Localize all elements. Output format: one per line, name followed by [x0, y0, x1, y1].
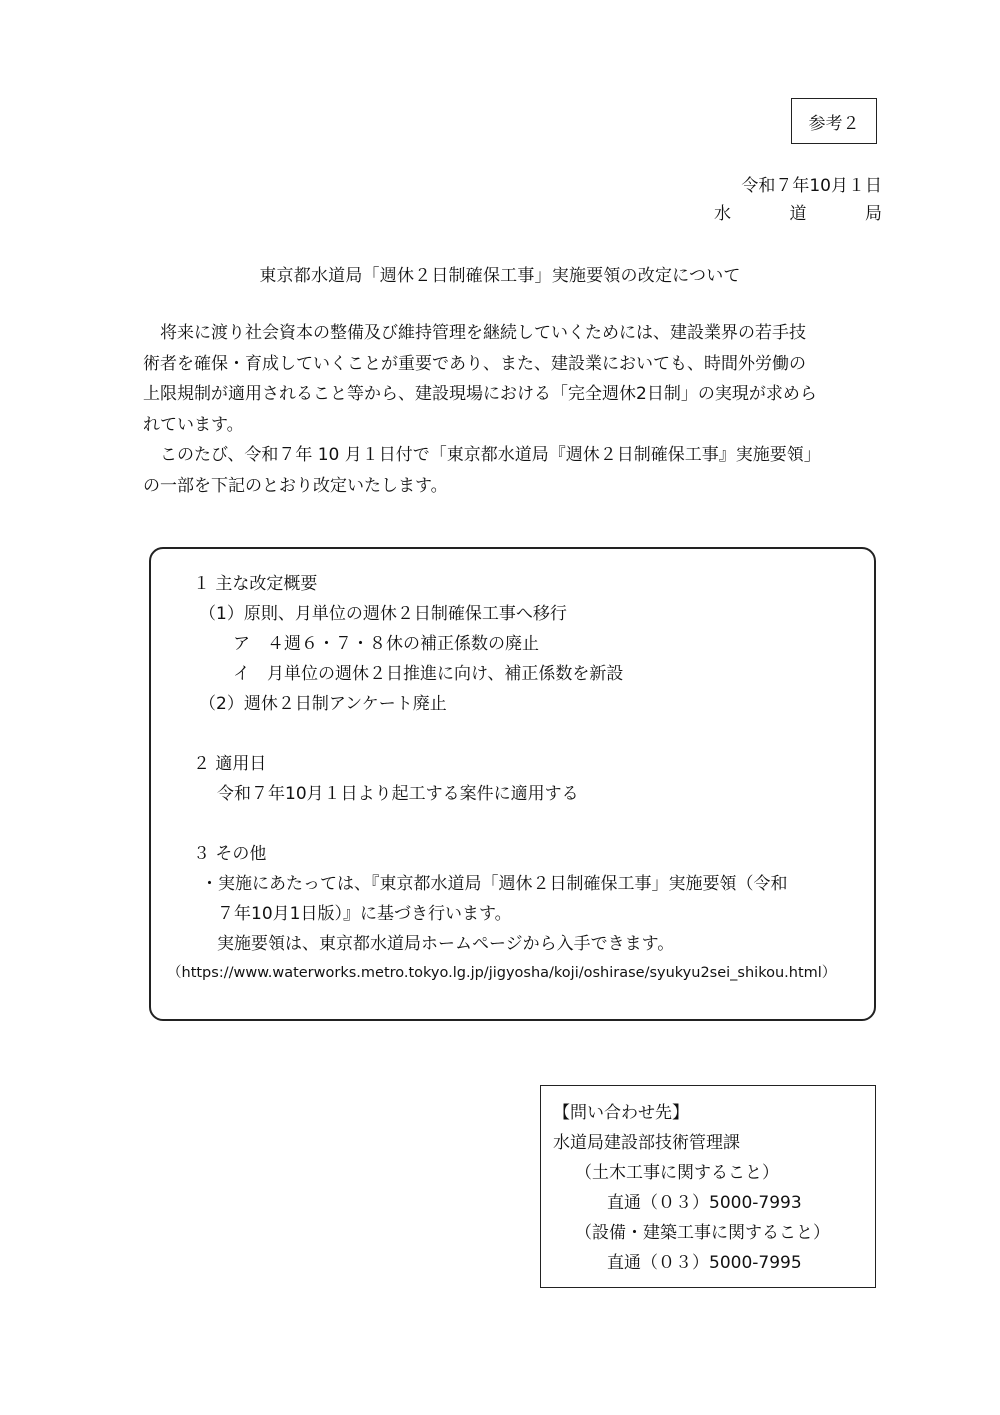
- section-heading: １ 主な改定概要: [193, 574, 318, 594]
- body-line: 術者を確保・育成していくことが重要であり、また、建設業においても、時間外労働の: [143, 353, 806, 374]
- section-heading: ２ 適用日: [193, 754, 267, 774]
- contact-heading: 【問い合わせ先】: [553, 1103, 689, 1123]
- applicable-date-text: 令和７年10月１日より起工する案件に適用する: [217, 784, 579, 804]
- body-paragraphs: [143, 318, 893, 501]
- contact-civil-label: （土木工事に関すること）: [575, 1163, 779, 1183]
- reference-label: 参考２: [808, 113, 860, 134]
- homepage-url: （https://www.waterworks.metro.tokyo.lg.jp/jigyosha/koji/oshirase/syukyu2sei_shikou.html）: [167, 965, 837, 981]
- body-line: このたび、令和７年 10 月１日付で「東京都水道局『週休２日制確保工事』実施要領」: [143, 445, 821, 465]
- section-heading: ３ その他: [193, 844, 267, 864]
- other-text: ７年10月1日版）』に基づき行います。: [217, 904, 512, 924]
- other-text: ・実施にあたっては、『東京都水道局「週休２日制確保工事」実施要領（令和: [201, 874, 788, 894]
- summary-subitem: イ 月単位の週休２日推進に向け、補正係数を新設: [233, 664, 624, 684]
- issuer: [714, 200, 882, 228]
- document-title: 東京都水道局「週休２日制確保工事」実施要領の改定について: [259, 266, 741, 286]
- other-text: 実施要領は、東京都水道局ホームページから入手できます。: [217, 934, 675, 954]
- body-line: 上限規制が適用されること等から、建設現場における「完全週休2日制」の実現が求めら: [143, 384, 817, 404]
- contact-civil-phone: 直通（０３）5000-7993: [607, 1193, 802, 1213]
- contact-box: [540, 1085, 876, 1288]
- issuer-char: 局: [865, 204, 882, 224]
- contact-building-phone: 直通（０３）5000-7995: [607, 1253, 802, 1273]
- summary-item: （2）週休２日制アンケート廃止: [199, 694, 447, 714]
- contact-building-label: （設備・建築工事に関すること）: [575, 1223, 830, 1243]
- revision-summary-box: [149, 547, 876, 1021]
- body-line: の一部を下記のとおり改定いたします。: [143, 475, 448, 496]
- body-line: れています。: [143, 414, 244, 435]
- body-line: 将来に渡り社会資本の整備及び維持管理を継続していくためには、建設業界の若手技: [143, 323, 806, 343]
- document-date: 令和７年10月１日: [741, 176, 882, 196]
- contact-department: 水道局建設部技術管理課: [553, 1133, 740, 1153]
- summary-item: （1）原則、月単位の週休２日制確保工事へ移行: [199, 604, 567, 624]
- summary-subitem: ア ４週６・７・８休の補正係数の廃止: [233, 634, 539, 654]
- reference-label-box: [791, 98, 877, 144]
- issuer-char: 道: [789, 204, 807, 224]
- issuer-char: 水: [714, 204, 731, 224]
